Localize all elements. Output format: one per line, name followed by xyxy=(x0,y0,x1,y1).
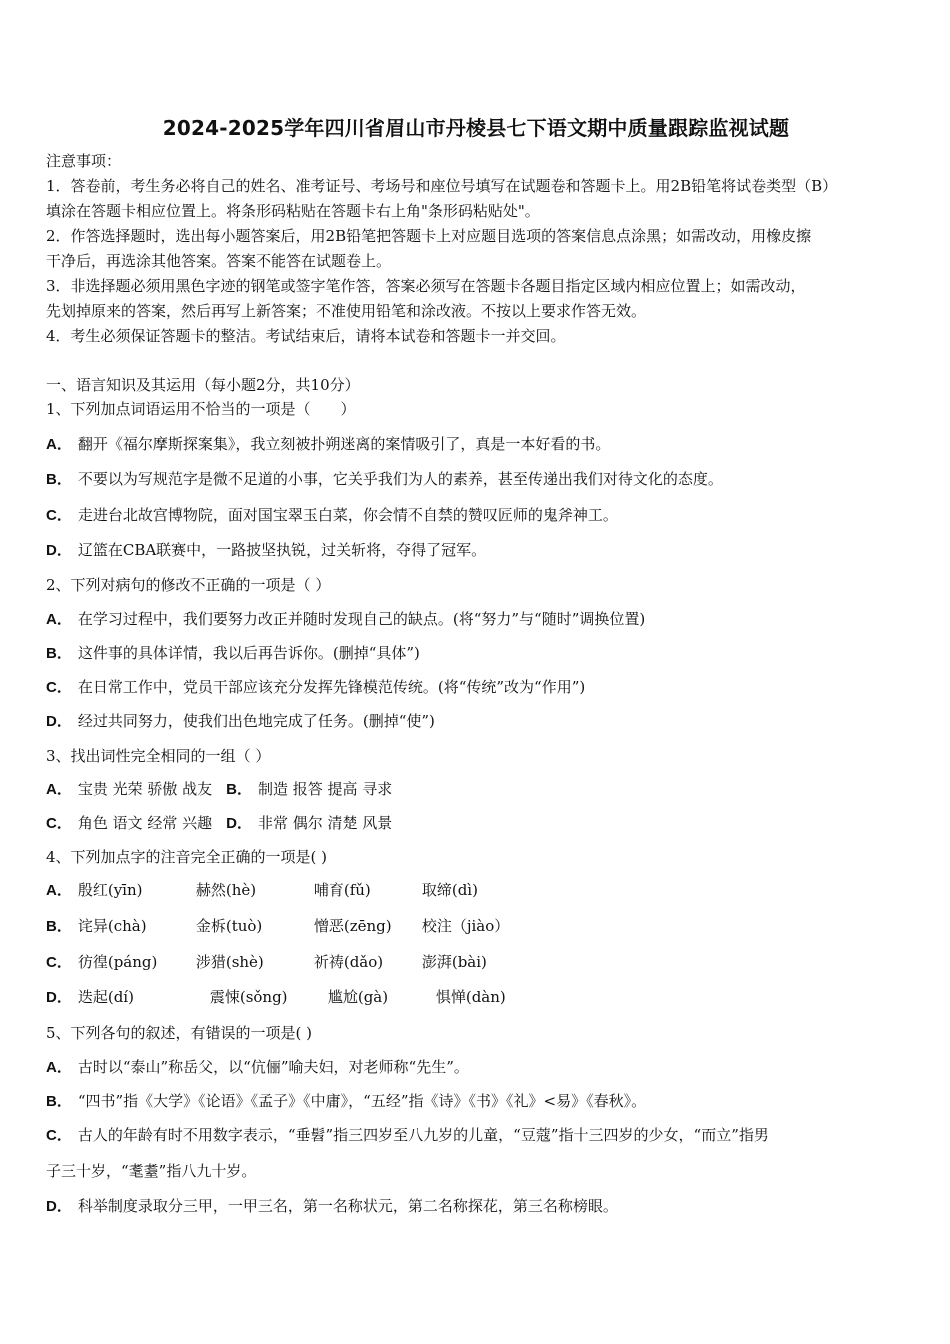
question-5-option-a xyxy=(46,1057,469,1078)
page-title: 2024-2025学年四川省眉山市丹棱县七下语文期中质量跟踪监视试题 xyxy=(162,116,790,140)
pinyin-item: 憎恶(zēng) xyxy=(313,917,392,935)
option-label: B． xyxy=(46,918,72,935)
option-text: 古人的年龄有时不用数字表示，“垂髫”指三四岁至八九岁的儿童，“豆蔻”指十三四岁的少女，“而立”指男 xyxy=(77,1126,769,1144)
option-label: B． xyxy=(46,645,72,662)
question-2-stem: 2、下列对病句的修改不正确的一项是（ ） xyxy=(46,576,331,594)
option-label: B． xyxy=(226,781,252,798)
option-label: C． xyxy=(46,1127,72,1144)
question-5-option-c xyxy=(46,1125,769,1146)
pinyin-item: 惧惮(dàn) xyxy=(435,988,506,1006)
option-label: D． xyxy=(46,989,72,1006)
pinyin-item: 澎湃(bài) xyxy=(421,953,487,971)
pinyin-item: 迭起(dí) xyxy=(77,988,134,1006)
question-1-option-d xyxy=(46,540,486,561)
pinyin-item: 涉猎(shè) xyxy=(195,953,264,971)
option-text: 经过共同努力，使我们出色地完成了任务。(删掉“使”) xyxy=(77,712,435,730)
pinyin-item: 尴尬(gà) xyxy=(327,988,389,1006)
question-3-row xyxy=(46,779,392,800)
section-heading: 一、语言知识及其运用（每小题2分，共10分） xyxy=(46,376,360,394)
option-label: A． xyxy=(46,611,72,628)
option-label: B． xyxy=(46,1093,72,1110)
question-3-stem: 3、找出词性完全相同的一组（ ） xyxy=(46,747,271,765)
option-text: 宝贵 光荣 骄傲 战友 xyxy=(77,780,213,798)
notice-line: 3．非选择题必须用黑色字迹的钢笔或签字笔作答，答案必须写在答题卡各题目指定区域内相应位置上；如需改动， xyxy=(46,277,806,295)
option-label: D． xyxy=(46,713,72,730)
pinyin-item: 殷红(yīn) xyxy=(77,881,143,899)
option-text: 翻开《福尔摩斯探案集》，我立刻被扑朔迷离的案情吸引了，真是一本好看的书。 xyxy=(77,435,611,453)
pinyin-item: 取缔(dì) xyxy=(421,881,478,899)
question-4-option-b xyxy=(46,916,509,937)
question-2-option-d xyxy=(46,711,435,732)
question-5-stem: 5、下列各句的叙述，有错误的一项是( ) xyxy=(46,1024,313,1042)
question-5-option-b xyxy=(46,1091,646,1112)
question-4-stem: 4、下列加点字的注音完全正确的一项是( ) xyxy=(46,848,328,866)
option-text: 非常 偶尔 清楚 风景 xyxy=(258,814,393,832)
option-text: 子三十岁，“耄耋”指八九十岁。 xyxy=(46,1162,257,1180)
question-1-option-a xyxy=(46,434,610,455)
option-text: 辽篮在CBA联赛中，一路披坚执锐，过关斩将，夺得了冠军。 xyxy=(77,541,487,559)
option-text: 走进台北故宫博物院，面对国宝翠玉白菜，你会情不自禁的赞叹匠师的鬼斧神工。 xyxy=(77,506,618,524)
option-label: C． xyxy=(46,815,72,832)
notice-line: 1．答卷前，考生务必将自己的姓名、准考证号、考场号和座位号填写在试题卷和答题卡上。用2B铅笔将试卷类型（B） xyxy=(46,177,838,195)
notice-line: 干净后，再选涂其他答案。答案不能答在试题卷上。 xyxy=(46,252,392,270)
option-label: D． xyxy=(46,1198,72,1215)
option-text: 不要以为写规范字是微不足道的小事，它关乎我们为人的素养，甚至传递出我们对待文化的态度。 xyxy=(77,470,723,488)
notice-line: 先划掉原来的答案，然后再写上新答案；不准使用铅笔和涂改液。不按以上要求作答无效。 xyxy=(46,302,647,320)
option-label: A． xyxy=(46,436,72,453)
option-label: C． xyxy=(46,679,72,696)
option-text: “四书”指《大学》《论语》《孟子》《中庸》，“五经”指《诗》《书》《礼》<易》《春秋》。 xyxy=(77,1092,647,1110)
option-label: B． xyxy=(46,471,72,488)
notice-heading: 注意事项： xyxy=(46,152,122,170)
question-4-option-d xyxy=(46,987,506,1008)
question-2-option-b xyxy=(46,643,420,664)
option-text: 角色 语文 经常 兴趣 xyxy=(77,814,213,832)
pinyin-item: 祈祷(dǎo) xyxy=(313,953,384,971)
pinyin-item: 彷徨(páng) xyxy=(77,953,158,971)
option-label: A． xyxy=(46,781,72,798)
option-text: 在日常工作中，党员干部应该充分发挥先锋模范传统。(将“传统”改为“作用”) xyxy=(77,678,586,696)
question-4-option-c xyxy=(46,952,487,973)
question-2-option-a xyxy=(46,609,645,630)
option-label: D． xyxy=(226,815,252,832)
pinyin-item: 诧异(chà) xyxy=(77,917,147,935)
option-text: 古时以“泰山”称岳父，以“伉俪”喻夫妇，对老师称“先生”。 xyxy=(77,1058,469,1076)
question-1-stem: 1、下列加点词语运用不恰当的一项是（ ） xyxy=(46,400,356,418)
question-3-row xyxy=(46,813,392,834)
pinyin-item: 哺育(fǔ) xyxy=(313,881,371,899)
option-label: A． xyxy=(46,1059,72,1076)
pinyin-item: 赫然(hè) xyxy=(195,881,257,899)
question-5-option-c-continued xyxy=(46,1161,256,1181)
notice-line: 填涂在答题卡相应位置上。将条形码粘贴在答题卡右上角"条形码粘贴处"。 xyxy=(46,202,540,220)
option-label: C． xyxy=(46,507,72,524)
option-text: 制造 报答 提高 寻求 xyxy=(258,780,393,798)
question-1-option-b xyxy=(46,469,723,490)
option-text: 在学习过程中，我们要努力改正并随时发现自己的缺点。(将“努力”与“随时”调换位置) xyxy=(77,610,646,628)
question-5-option-d xyxy=(46,1196,618,1217)
question-4-option-a xyxy=(46,880,478,901)
option-text: 科举制度录取分三甲，一甲三名，第一名称状元，第二名称探花，第三名称榜眼。 xyxy=(77,1197,618,1215)
option-label: C． xyxy=(46,954,72,971)
notice-line: 4．考生必须保证答题卡的整洁。考试结束后，请将本试卷和答题卡一并交回。 xyxy=(46,327,566,345)
question-2-option-c xyxy=(46,677,585,698)
pinyin-item: 震悚(sǒng) xyxy=(209,988,288,1006)
option-label: A． xyxy=(46,882,72,899)
pinyin-item: 校注（jiào） xyxy=(421,917,510,935)
option-label: D． xyxy=(46,542,72,559)
pinyin-item: 金柝(tuò) xyxy=(195,917,263,935)
option-text: 这件事的具体详情，我以后再告诉你。(删掉“具体”) xyxy=(77,644,420,662)
question-1-option-c xyxy=(46,505,618,526)
notice-line: 2．作答选择题时，选出每小题答案后，用2B铅笔把答题卡上对应题目选项的答案信息点涂黑；如需改动，用橡皮擦 xyxy=(46,227,812,245)
